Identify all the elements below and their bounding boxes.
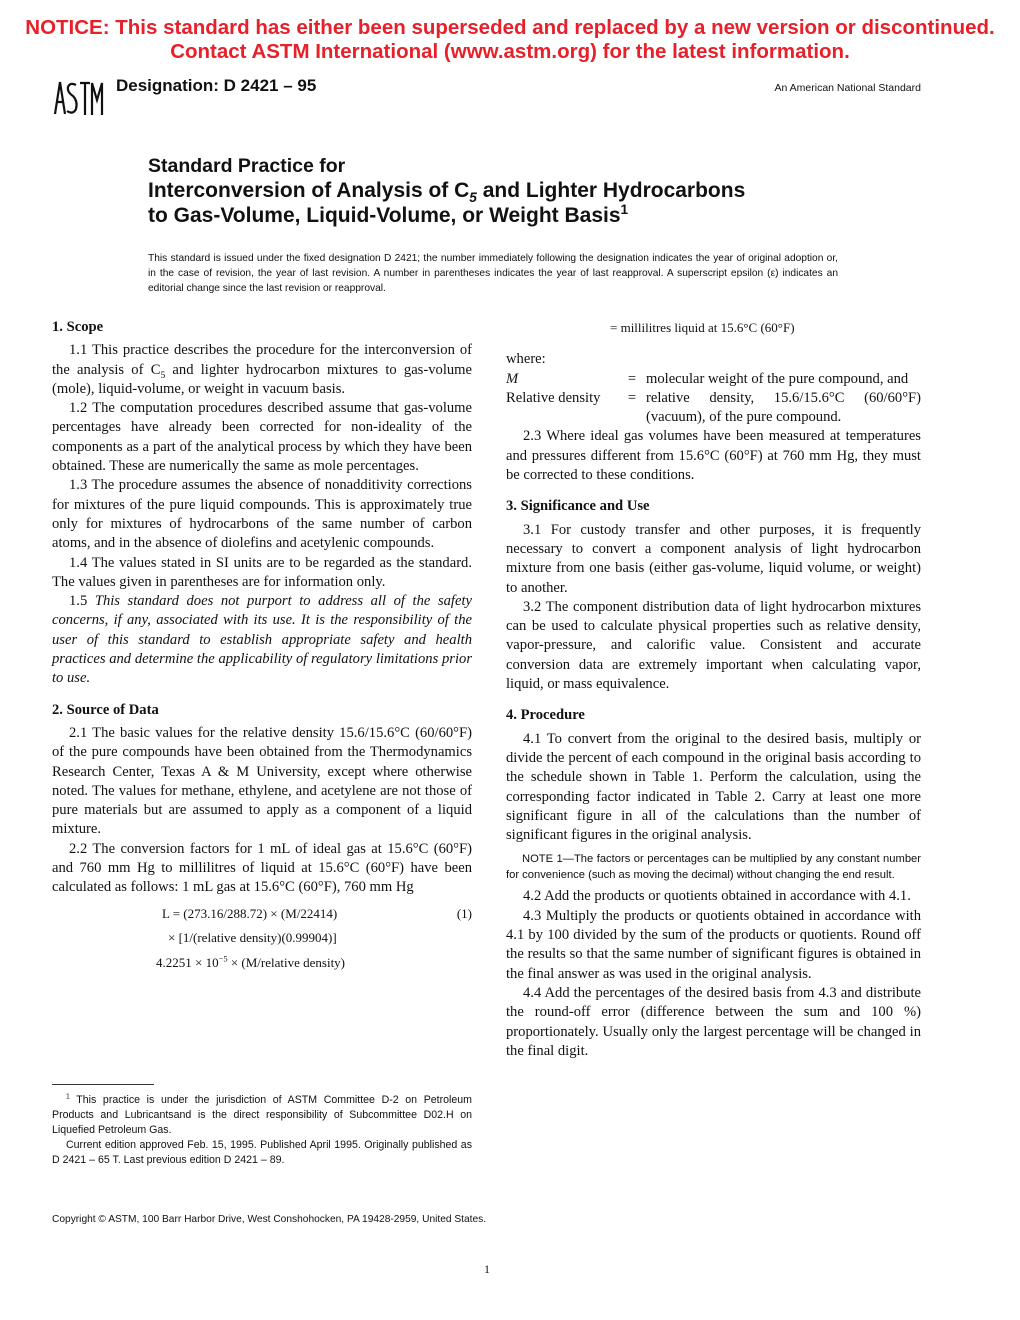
where-label: where: xyxy=(506,351,546,368)
para-4-4: 4.4 Add the percentages of the desired basis from 4.3 and distribute the round-off error (difference between the sum and 100 %) proportionately. Usually only the largest percentage will be changed in the final digit. xyxy=(506,984,921,1059)
para-1-1: 1.1 This practice describes the procedure for the interconversion of the analysis of $C_5$ and lighter hydrocarbon mixtures to gas-volume (mole), liquid-volume, or weight in vacuum basis. xyxy=(52,342,472,397)
equation-1-line-2: × [1/(relative density)(0.99904)] xyxy=(168,929,337,945)
american-national-standard: An American National Standard xyxy=(774,82,921,94)
footnote-1: $^1$ This practice is under the jurisdiction of ASTM Committee D-2 on Petroleum Products and Lubricantsand is the direct responsibility of Subcommittee D02.H on Liquefied Petroleum Gas. xyxy=(52,1093,472,1136)
right-column xyxy=(506,318,921,1061)
document-title xyxy=(148,154,745,228)
section-2-heading: 2. Source of Data xyxy=(52,701,159,718)
footnote-2: Current edition approved Feb. 15, 1995. Published April 1995. Originally published as D 2421 – 65 T. Last previous edition D 2421 – 89. xyxy=(52,1139,472,1166)
para-4-2: 4.2 Add the products or quotients obtained in accordance with 4.1. xyxy=(523,888,911,905)
equation-1-line-3: $4.2251 \times 10^{-5}$ × (M/relative density) xyxy=(156,953,346,970)
section-4-heading: 4. Procedure xyxy=(506,707,585,724)
copyright: Copyright © ASTM, 100 Barr Harbor Drive, West Conshohocken, PA 19428-2959, United States. xyxy=(52,1214,487,1225)
left-column xyxy=(52,318,472,974)
notice-line-2: Contact ASTM International (www.astm.org) for the latest information. xyxy=(170,40,850,63)
para-3-2: 3.2 The component distribution data of light hydrocarbon mixtures can be used to calculate physical properties such as relative density, vapor-pressure, and calorific value. Consistent and accurate conversion data are extremely important when calculating vapor, liquid, or mass equivalence. xyxy=(506,598,921,693)
notice-line-1: NOTICE: This standard has either been superseded and replaced by a new version or discontinued. xyxy=(25,16,995,39)
title-line-3: to Gas-Volume, Liquid-Volume, or Weight Basis$^1$ xyxy=(148,202,629,227)
para-4-3: 4.3 Multiply the products or quotients obtained in accordance with 4.1 by 100 divided by the sum of the products or quotients. Round off the results so that the same number of significant figures is obtained in the final answer as was used in the original analysis. xyxy=(506,907,921,982)
para-2-3: 2.3 Where ideal gas volumes have been measured at temperatures and pressures different from 15.6°C (60°F) at 760 mm Hg, they must be corrected to these conditions. xyxy=(506,428,921,484)
footnotes xyxy=(52,1093,472,1168)
title-line-2: Interconversion of Analysis of $C_5$ and Lighter Hydrocarbons xyxy=(148,179,746,206)
footnote-divider xyxy=(52,1084,154,1085)
designation: Designation: D 2421 – 95 xyxy=(116,76,317,95)
section-3-heading: 3. Significance and Use xyxy=(506,498,650,515)
issuance-statement: This standard is issued under the fixed designation D 2421; the number immediately following the designation indicates the year of original adoption or, in the case of revision, the year of last revision. A number in parentheses indicates the year of last reapproval. A superscript epsilon (ε) indicates an editorial change since the last revision or reapproval. xyxy=(148,253,838,294)
equation-1: L = (273.16/288.72) × (M/22414) (1) xyxy=(162,905,472,921)
note-1: NOTE 1—The factors or percentages can be multiplied by any constant number for convenience (such as moving the decimal) without changing the end result. xyxy=(506,853,921,882)
para-1-5: 1.5 This standard does not purport to address all of the safety concerns, if any, associated with its use. It is the responsibility of the user of this standard to establish appropriate safety and health practices and determine the applicability of regulatory limitations prior to use. xyxy=(52,593,472,687)
definition-row: M = molecular weight of the pure compound, and xyxy=(506,370,909,387)
para-3-1: 3.1 For custody transfer and other purposes, it is frequently necessary to convert a component analysis of light hydrocarbon mixture from one basis (either gas-volume, liquid volume, or weight) to another. xyxy=(506,521,921,596)
definitions-table xyxy=(506,370,921,428)
para-2-1: 2.1 The basic values for the relative density 15.6/15.6°C (60/60°F) of the pure compounds have been obtained from the Thermodynamics Research Center, Texas A & M University, except where otherwise noted. The values for methane, ethylene, and acetylene are not those of pure materials but are assumed to apply as a component of a liquid mixture. xyxy=(52,724,472,838)
astm-logo-icon xyxy=(52,78,104,118)
equation-continuation: = millilitres liquid at 15.6°C (60°F) xyxy=(610,320,795,335)
title-line-1: Standard Practice for xyxy=(148,155,346,177)
para-4-1: 4.1 To convert from the original to the desired basis, multiply or divide the percent of each compound in the original basis according to the schedule shown in Table 1. Perform the calculation, using the corresponding factor indicated in Table 2. Carry at least one more significant figure in all of the calculations than the number of significant figures in the original analysis. xyxy=(506,730,921,844)
para-1-2: 1.2 The computation procedures described assume that gas-volume percentages have already been corrected for non-ideality of the components as a part of the analytical process by which they have been obtained. These are numerically the same as mole percentages. xyxy=(52,400,472,475)
page-number: 1 xyxy=(484,1262,490,1276)
para-1-4: 1.4 The values stated in SI units are to be regarded as the standard. The values given in parentheses are for information only. xyxy=(52,554,472,590)
section-1-heading: 1. Scope xyxy=(52,319,104,335)
para-2-2: 2.2 The conversion factors for 1 mL of ideal gas at 15.6°C (60°F) and 760 mm Hg to millilitres of liquid at 15.6°C (60°F) have been calculated as follows: 1 mL gas at 15.6°C (60°F), 760 mm Hg xyxy=(52,840,472,896)
para-1-3: 1.3 The procedure assumes the absence of nonadditivity corrections for mixtures of the pure liquid compounds. This is approximately true only for mixtures of hydrocarbons of the same number of carbon atoms, and in the absence of diolefins and acetylenic compounds. xyxy=(52,477,472,552)
definition-row: Relative density = relative density, 15.6/15.6°C (60/60°F) (vacuum), of the pure compound. xyxy=(506,389,921,426)
